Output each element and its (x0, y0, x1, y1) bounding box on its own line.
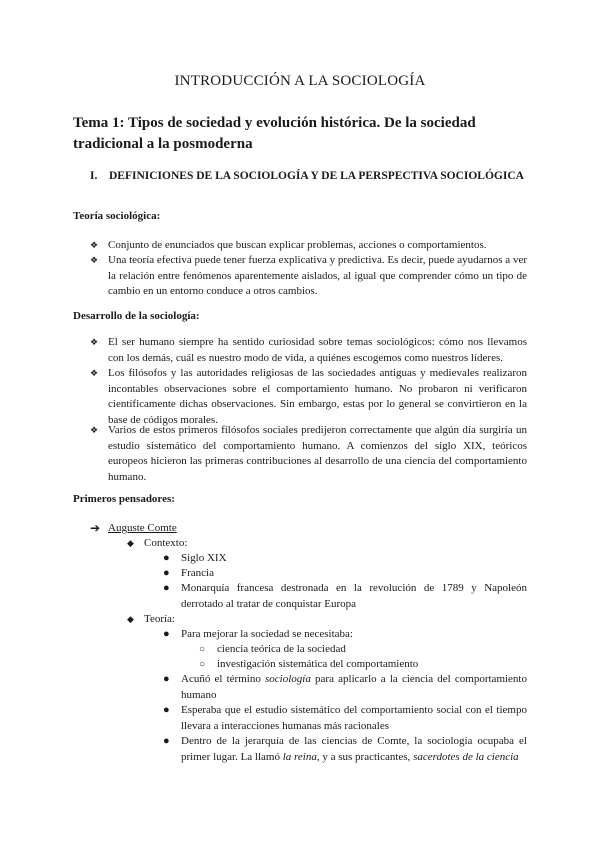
jerarquia-em2: sacerdotes de la ciencia (413, 750, 519, 763)
contexto-label: Contexto: (144, 537, 188, 549)
contexto-item-3: Monarquía francesa destronada en la revolución de 1789 y Napoleón derrotado al tratar de conquistar Europa (181, 582, 527, 610)
contexto-item-1: Siglo XIX (181, 552, 227, 564)
mejorar-text: Para mejorar la sociedad se necesitaba: (181, 628, 353, 640)
dot-icon: ● (163, 673, 170, 685)
desarrollo-item-2: Los filósofos y las autoridades religiosas de las sociedades antiguas y medievales realizaron incontables observaciones sobre el comportamiento humano. No probaron ni verificaron científicamente dichas observaciones. Sin embargo, estas por lo general se convirtieron en la base de códigos morales. (108, 367, 527, 426)
diamond-icon: ◆ (127, 614, 134, 624)
arrow-icon: ➔ (90, 521, 101, 535)
dot-icon: ● (163, 567, 170, 579)
desarrollo-item-3: Varios de estos primeros filósofos sociales predijeron correctamente que algún día surgiría un estudio sistemático del comportamiento humano. A comienzos del siglo XIX, teóricos europeos hicieron las primeras contribuciones al desarrollo de una ciencia del comportamiento humano. (108, 424, 527, 483)
mejorar-item-2: investigación sistemática del comportamiento (217, 658, 419, 670)
dot-icon: ● (163, 628, 170, 640)
section-number: I. (90, 170, 98, 182)
bullet-icon: ❖ (90, 368, 99, 378)
acuno-post: para aplicarlo a la ciencia del comportamiento humano (181, 673, 527, 701)
jerarquia-pre: Dentro de la jerarquía de las ciencias de Comte, la sociología ocupaba el primer lugar. La llamó (181, 735, 527, 763)
esperaba-text: Esperaba que el estudio sistemático del comportamiento social con el tiempo llevara a interacciones humanas más racionales (181, 704, 527, 732)
section-heading (90, 170, 550, 182)
jerarquia-text (181, 734, 527, 765)
acuno-pre: Acuñó el término (181, 673, 266, 685)
bullet-icon: ❖ (90, 337, 99, 347)
contexto-item-2: Francia (181, 567, 214, 579)
circle-icon: ○ (199, 644, 206, 655)
teoria-item-1: Conjunto de enunciados que buscan explicar problemas, acciones o comportamientos. (108, 239, 487, 251)
bullet-icon: ❖ (90, 240, 99, 250)
dot-icon: ● (163, 582, 170, 594)
section-label: DEFINICIONES DE LA SOCIOLOGÍA Y DE LA PERSPECTIVA SOCIOLÓGICA (109, 170, 524, 182)
desarrollo-heading: Desarrollo de la sociología: (73, 310, 200, 322)
pensadores-heading: Primeros pensadores: (73, 493, 175, 505)
acuno-text (181, 672, 527, 703)
mejorar-item-1: ciencia teórica de la sociedad (217, 643, 346, 655)
bullet-icon: ❖ (90, 255, 99, 265)
acuno-term: sociología (265, 673, 311, 685)
jerarquia-em1: la reina (282, 750, 317, 763)
desarrollo-item-1: El ser humano siempre ha sentido curiosidad sobre temas sociológicos: cómo nos llevamos con los demás, cuál es nuestro modo de vida, a quiénes escogemos como nuestros líderes. (108, 336, 527, 364)
teoria-label: Teoría: (144, 613, 175, 625)
diamond-icon: ◆ (127, 538, 134, 548)
circle-icon: ○ (199, 659, 206, 670)
bullet-icon: ❖ (90, 425, 99, 435)
topic-heading: Tema 1: Tipos de sociedad y evolución histórica. De la sociedad tradicional a la posmoderna (73, 115, 476, 152)
dot-icon: ● (163, 735, 170, 747)
teoria-item-2: Una teoría efectiva puede tener fuerza explicativa y predictiva. Es decir, puede ayudarnos a ver la relación entre fenómenos aparentemente aislados, al igual que comprender cómo un tipo de cambio en un entorno conduce a otros cambios. (108, 254, 527, 297)
jerarquia-mid: , y a sus practicantes, (316, 750, 414, 763)
dot-icon: ● (163, 552, 170, 564)
teoria-heading: Teoría sociológica: (73, 210, 161, 222)
thinker-name: Auguste Comte (108, 522, 177, 534)
dot-icon: ● (163, 704, 170, 716)
document-title: INTRODUCCIÓN A LA SOCIOLOGÍA (174, 73, 426, 89)
